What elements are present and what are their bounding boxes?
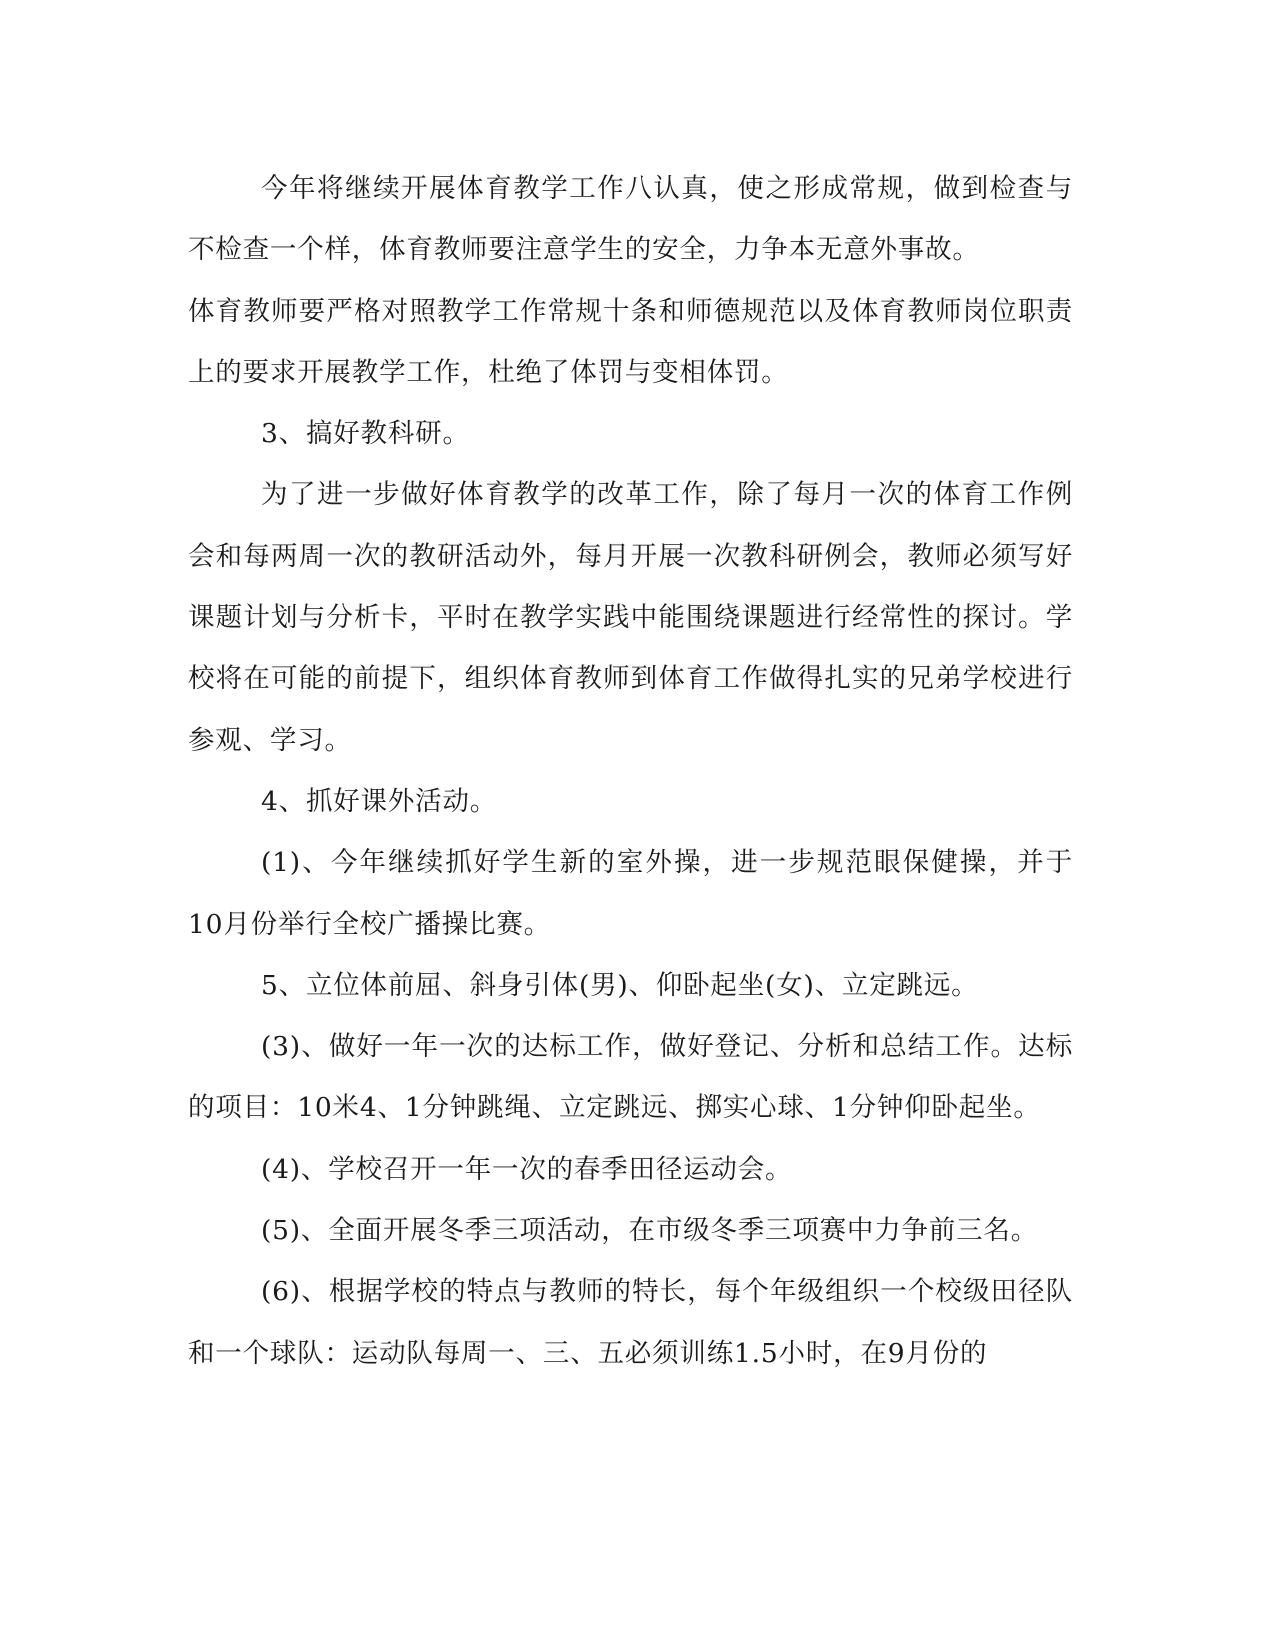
- section-heading: 3、搞好教科研。: [261, 418, 470, 450]
- section-heading: 5、立位体前屈、斜身引体(男)、仰卧起坐(女)、立定跳远。: [261, 969, 979, 1001]
- body-text: [188, 158, 1073, 1384]
- section-heading: 4、抓好课外活动。: [261, 785, 498, 817]
- paragraph: 今年将继续开展体育教学工作八认真，使之形成常规，做到检查与不检查一个样，体育教师要注意学生的安全，力争本无意外事故。: [188, 173, 1073, 266]
- list-item: (3)、做好一年一次的达标工作，做好登记、分析和总结工作。达标的项目：10米4、1分钟跳绳、立定跳远、掷实心球、1分钟仰卧起坐。: [188, 1031, 1073, 1124]
- paragraph: 体育教师要严格对照教学工作常规十条和师德规范以及体育教师岗位职责上的要求开展教学工作，杜绝了体罚与变相体罚。: [188, 295, 1073, 388]
- list-item: (4)、学校召开一年一次的春季田径运动会。: [261, 1153, 793, 1185]
- list-item: (6)、根据学校的特点与教师的特长，每个年级组织一个校级田径队和一个球队：运动队每周一、三、五必须训练1.5小时，在9月份的: [188, 1276, 1073, 1369]
- list-item: (1)、今年继续抓好学生新的室外操，进一步规范眼保健操，并于10月份举行全校广播操比赛。: [188, 847, 1073, 940]
- list-item: (5)、全面开展冬季三项活动，在市级冬季三项赛中力争前三名。: [261, 1215, 1039, 1247]
- paragraph: 为了进一步做好体育教学的改革工作，除了每月一次的体育工作例会和每两周一次的教研活动外，每月开展一次教科研例会，教师必须写好课题计划与分析卡，平时在教学实践中能围绕课题进行经常性的探讨。学校将在可能的前提下，组织体育教师到体育工作做得扎实的兄弟学校进行参观、学习。: [188, 479, 1073, 756]
